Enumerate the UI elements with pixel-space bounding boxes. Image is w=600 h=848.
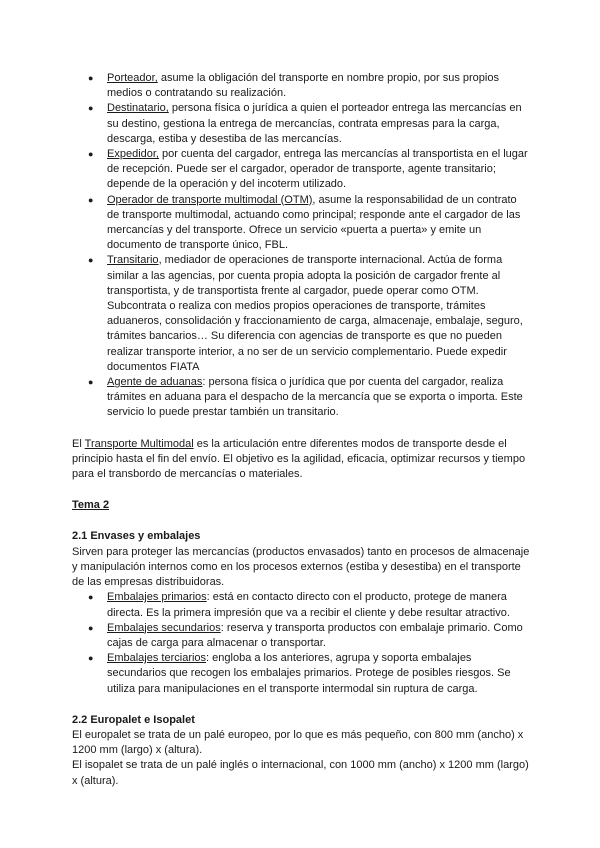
bullet-icon: ● bbox=[88, 653, 94, 664]
role-term: Porteador, bbox=[107, 72, 158, 84]
list-item bbox=[72, 253, 530, 375]
list-item bbox=[72, 651, 530, 697]
multimodal-before: El bbox=[72, 437, 85, 450]
role-text: , asume la responsabilidad de un contrato de transporte multimodal, actuando como principal; responde ante el cargador de las mercancías y del transporte. Ofrece un servicio «puerta a puerta» y emite un documento de transporte único, FBL. bbox=[107, 193, 521, 252]
bullet-icon: ● bbox=[88, 592, 94, 603]
list-item bbox=[72, 621, 530, 651]
section-2-1-intro: Sirven para proteger las mercancías (productos envasados) tanto en procesos de almacenaje y manipulación internos como en los procesos externos (estiba y desestiba) en el transporte de las empresas distribuidoras. bbox=[72, 545, 530, 589]
role-text: : persona física o jurídica que por cuenta del cargador, realiza trámites en aduana para el despacho de la mercancía que se exporta o importa. Este servicio lo puede prestar también un transitario. bbox=[107, 376, 523, 419]
packaging-term: Embalajes terciarios bbox=[107, 652, 207, 665]
role-text: persona física o jurídica a quien el porteador entrega las mercancías en su destino, gestiona la entrega de mercancías, contrata empresas para la carga, descarga, estiba y desestiba de las mercancías. bbox=[107, 102, 522, 145]
europalet-paragraph: El europalet se trata de un palé europeo, por lo que es más pequeño, con 800 mm (ancho) x 1200 mm (largo) x (altura). bbox=[72, 728, 524, 757]
packaging-term: Embalajes secundarios bbox=[107, 621, 221, 634]
list-item bbox=[72, 193, 530, 254]
packaging-text: : está en contacto directo con el producto, protege de manera directa. Es la primera impresión que va a recibir el cliente y debe resultar atractivo. bbox=[107, 591, 510, 619]
role-term: Transitario bbox=[107, 254, 159, 267]
role-term: Destinatario, bbox=[107, 102, 169, 115]
packaging-list bbox=[72, 590, 530, 696]
bullet-icon: ● bbox=[88, 149, 94, 160]
role-term: Agente de aduanas bbox=[107, 376, 203, 389]
multimodal-term: Transporte Multimodal bbox=[84, 437, 194, 450]
multimodal-paragraph bbox=[72, 437, 530, 483]
isopalet-paragraph: El isopalet se trata de un palé inglés o internacional, con 1000 mm (ancho) x 1200 mm (largo) x (altura). bbox=[72, 759, 529, 787]
role-term: Expedidor, bbox=[107, 148, 159, 161]
section-heading-2-2: 2.2 Europalet e Isopalet bbox=[72, 713, 195, 726]
multimodal-after: es la articulación entre diferentes modos de transporte desde el principio hasta el fin del envío. El objetivo es la agilidad, eficacia, optimizar recursos y tiempo para el transbordo de mercancías o materiales. bbox=[72, 437, 526, 481]
role-text: asume la obligación del transporte en nombre propio, por sus propios medios o contratando su realización. bbox=[107, 72, 499, 100]
role-text: por cuenta del cargador, entrega las mercancías al transportista en el lugar de recepción. Puede ser el cargador, operador de transporte, agente transitario; depende de la operación y del incoterm utilizado. bbox=[107, 148, 528, 191]
list-item bbox=[72, 101, 530, 147]
list-item bbox=[72, 71, 530, 101]
bullet-icon: ● bbox=[88, 194, 94, 205]
packaging-term: Embalajes primarios bbox=[107, 591, 207, 604]
role-term: Operador de transporte multimodal (OTM) bbox=[107, 193, 313, 206]
bullet-icon: ● bbox=[88, 103, 94, 114]
bullet-icon: ● bbox=[88, 73, 94, 83]
list-item bbox=[72, 375, 530, 421]
bullet-icon: ● bbox=[88, 622, 94, 633]
document-content bbox=[72, 71, 530, 789]
list-item bbox=[72, 147, 530, 193]
transport-roles-list bbox=[72, 71, 530, 421]
bullet-icon: ● bbox=[88, 255, 94, 266]
packaging-text: : reserva y transporta productos con embalaje primario. Como cajas de carga para almacenar o transportar. bbox=[107, 621, 523, 649]
role-text: , mediador de operaciones de transporte internacional. Actúa de forma similar a las agencias, por cuenta propia adopta la posición de cargador frente al transportista, y de transportista frente al cargador, puede operar como OTM. Subcontrata o realiza con medios propios operaciones de transporte, trámites aduaneros, consolidación y fraccionamiento de carga, almacenaje, embalaje, seguro, trámites bancarios… Su diferencia con agencias de transporte es que no pueden realizar transporte interior, a no ser de un servicio complementario. Puede expedir documentos FIATA bbox=[107, 254, 523, 373]
tema-heading: Tema 2 bbox=[72, 499, 110, 512]
bullet-icon: ● bbox=[88, 377, 94, 388]
section-heading-2-1: 2.1 Envases y embalajes bbox=[72, 530, 201, 543]
list-item bbox=[72, 590, 530, 620]
packaging-text: : engloba a los anteriores, agrupa y soporta embalajes secundarios que recogen los embalajes primarios. Protege de posibles riesgos. Se utiliza para manipulaciones en el transporte intermodal sin ruptura de carga. bbox=[107, 652, 511, 695]
